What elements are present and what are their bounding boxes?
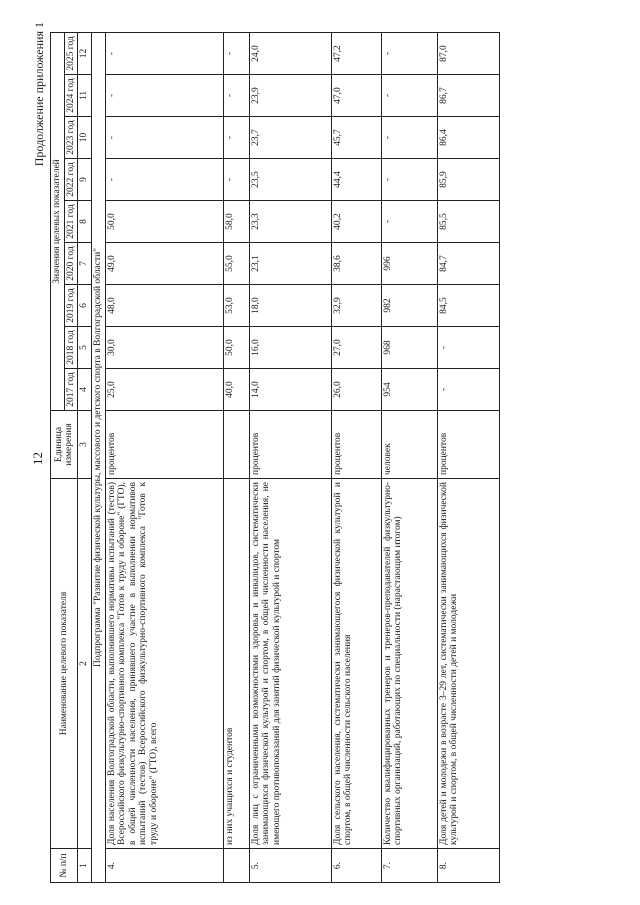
header-year: 2023 год [64,117,78,159]
header-year: 2017 год [64,369,78,411]
row-value: - [381,75,437,117]
header-name: Наименование целевого показателя [51,479,78,849]
row-value: 26,0 [331,369,381,411]
row-value: - [105,159,223,201]
row-unit: процентов [105,411,223,479]
row-value: 86,7 [437,75,499,117]
row-value: 53,0 [223,285,249,327]
row-value: 14,0 [249,369,331,411]
table-row [331,32,381,882]
header-num: № п/п [51,849,78,883]
row-value: - [381,201,437,243]
row-unit [223,411,249,479]
row-value: - [223,117,249,159]
row-value: 38,6 [331,243,381,285]
row-value: 23,1 [249,243,331,285]
row-num [223,849,249,883]
header-unit: Единица измерения [51,411,78,479]
row-value: 40,2 [331,201,381,243]
row-value: - [105,117,223,159]
col-index: 2 [78,479,92,849]
row-value: - [223,75,249,117]
row-name: Доля детей и молодежи в возрасте 3–29 лет, систематически занимающихся физической культурой и спортом, в общей численности детей и молодежи [437,479,499,849]
row-num: 7. [381,849,437,883]
row-value: 58,0 [223,201,249,243]
header-year: 2025 год [64,32,78,74]
row-value: 32,9 [331,285,381,327]
header-year: 2018 год [64,327,78,369]
row-value: 40,0 [223,369,249,411]
col-index: 12 [78,32,92,74]
row-num: 6. [331,849,381,883]
row-value: 16,0 [249,327,331,369]
row-value: - [223,159,249,201]
row-value: - [381,32,437,74]
row-unit: процентов [331,411,381,479]
indicators-table [50,32,500,883]
row-value: 27,0 [331,327,381,369]
table-row [223,32,249,882]
col-index: 6 [78,285,92,327]
header-year: 2021 год [64,201,78,243]
row-num: 8. [437,849,499,883]
col-index: 7 [78,243,92,285]
row-value: 996 [381,243,437,285]
row-value: 44,4 [331,159,381,201]
row-value: 25,0 [105,369,223,411]
row-name: Доля лиц с ограниченными возможностями здоровья и инвалидов, систематически занимающихся физической культурой и спортом, в общей численности населения, не имеющего противопоказаний для занятий физической культурой и спортом [249,479,331,849]
page-number: 12 [30,452,45,465]
row-value: 23,3 [249,201,331,243]
header-year: 2020 год [64,243,78,285]
row-num: 4. [105,849,223,883]
row-value: 85,5 [437,201,499,243]
row-value: 50,0 [105,201,223,243]
row-value: 18,0 [249,285,331,327]
col-index: 10 [78,117,92,159]
row-value: 982 [381,285,437,327]
row-value: 85,9 [437,159,499,201]
subprogram-title: Подпрограмма "Развитие физической культуры, массового и детского спорта в Волгоградской области" [91,32,105,882]
table-row [249,32,331,882]
row-value: 23,5 [249,159,331,201]
row-value: 86,4 [437,117,499,159]
row-value: 24,0 [249,32,331,74]
col-index: 11 [78,75,92,117]
col-index: 1 [78,849,92,883]
row-value: 87,0 [437,32,499,74]
row-num: 5. [249,849,331,883]
table-row [381,32,437,882]
row-value: 23,9 [249,75,331,117]
header-values-group: Значения целевых показателей [51,32,65,410]
row-value: - [223,32,249,74]
header-year: 2024 год [64,75,78,117]
row-name: Количество квалифицированных тренеров и тренеров-преподавателей физкультурно-спортивных организаций, работающих по специальности (нарастающим итогом) [381,479,437,849]
row-name: Доля сельского населения, систематически занимающегося физической культурой и спортом, в общей численности сельского населения [331,479,381,849]
row-value: - [381,117,437,159]
row-unit: человек [381,411,437,479]
row-value: - [437,327,499,369]
row-value: 84,5 [437,285,499,327]
row-value: - [381,159,437,201]
col-index: 3 [78,411,92,479]
header-year: 2019 год [64,285,78,327]
row-value: 48,0 [105,285,223,327]
row-value: 23,7 [249,117,331,159]
row-value: - [105,32,223,74]
row-value: 49,0 [105,243,223,285]
row-name: Доля населения Волгоградской области, выполнившего нормативы испытаний (тестов) Всероссийского физкультурно-спортивного комплекса "Готов к труду и обороне" (ГТО), в общей численности населения, принявшего участие в выполнении нормативов испытаний (тестов) Всероссийского физкультурно-спортивного комплекса "Готов к труду и обороне" (ГТО), всего [105,479,223,849]
row-value: 47,0 [331,75,381,117]
row-value: 30,0 [105,327,223,369]
col-index: 9 [78,159,92,201]
row-value: 84,7 [437,243,499,285]
table-row [437,32,499,882]
col-index: 4 [78,369,92,411]
row-value: - [437,369,499,411]
table-row [105,32,223,882]
row-value: 47,2 [331,32,381,74]
row-value: 45,7 [331,117,381,159]
col-index: 8 [78,201,92,243]
header-year: 2022 год [64,159,78,201]
row-unit: процентов [437,411,499,479]
row-unit: процентов [249,411,331,479]
continuation-label: Продолжение приложения 1 [32,22,46,167]
row-value: 55,0 [223,243,249,285]
row-value: 50,0 [223,327,249,369]
row-value: 968 [381,327,437,369]
row-value: 954 [381,369,437,411]
row-value: - [105,75,223,117]
col-index: 5 [78,327,92,369]
row-name: из них учащихся и студентов [223,479,249,849]
